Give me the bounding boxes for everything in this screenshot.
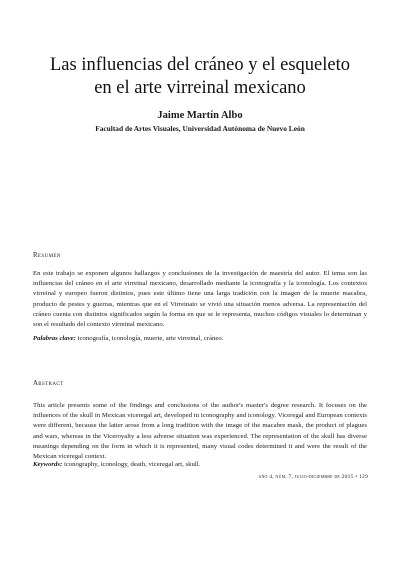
resumen-text: En este trabajo se exponen algunos hallazgos y conclusiones de la investigación de maestría del autor. El tema son las influencias del cráneo en el arte virreinal mexicano, desarrollado mediante la iconografía y la iconología. Los contextos virreinal y europeo fueron distintos, pues este último tiene una larga tradición con la imagen de la muerte macabra, producto de pestes y guerras, mientras que en el Virreinato se vivió una situación menos adversa. La representación del cráneo cuenta con distintos significados según la forma en que se le representa, muchos códigos visuales lo determinan y son el resultado del contexto virreinal mexicano.	[33, 270, 367, 329]
author-name: Jaime Martín Albo	[157, 110, 243, 121]
author-affiliation: Facultad de Artes Visuales, Universidad Autónoma de Nuevo León	[95, 124, 305, 133]
page-footer	[180, 474, 368, 480]
keywords	[33, 460, 367, 470]
article-title	[30, 54, 370, 100]
page-number: 129	[359, 474, 368, 480]
palabras-clave	[33, 334, 367, 344]
abstract-heading: Abstract	[33, 380, 64, 387]
title-line-2: en el arte virreinal mexicano	[94, 78, 306, 98]
title-line-1: Las influencias del cráneo y el esqueleto	[50, 55, 350, 75]
keywords-label: Keywords:	[33, 461, 63, 468]
palabras-clave-text: iconografía, iconología, muerte, arte virreinal, cráneo.	[75, 335, 224, 342]
issue-info: año 4, núm. 7, julio-diciembre de 2015	[258, 474, 354, 480]
resumen-heading: Resumen	[33, 252, 61, 259]
footer-bullet: •	[353, 474, 359, 480]
keywords-text: iconography, iconology, death, viceregal art, skull.	[62, 461, 201, 468]
palabras-clave-label: Palabras clave:	[33, 335, 76, 342]
abstract-text: This article presents some of the findings and conclusions of the author's master's degree research. It focuses on the influences of the skull in Mexican viceregal art, developed in iconography and iconology. Viceregal and European contexts were different, because the latter arose from a long tradition with the image of the macabre mask, the product of plagues and wars, whereas in the Viceroyalty a less adverse situation was experienced. The representation of the skull has diverse meanings depending on the form in which it is represented, many visual codes determined it and were the result of the Mexican viceregal context.	[33, 402, 367, 461]
